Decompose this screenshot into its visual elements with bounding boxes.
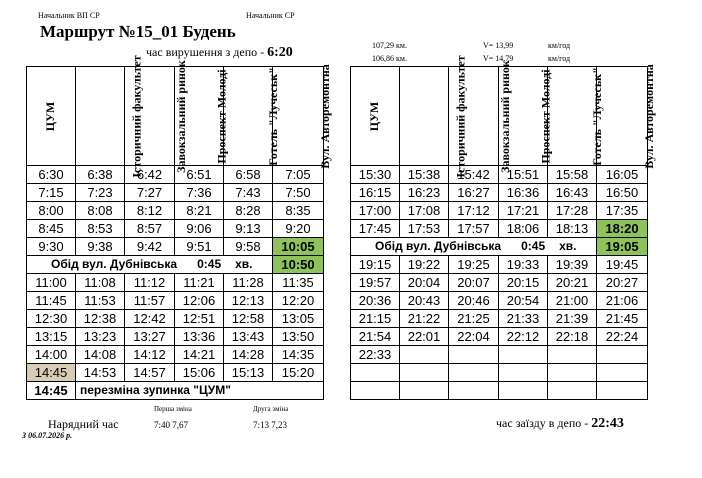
table-row: [27, 364, 324, 382]
timetable-left: [26, 55, 332, 400]
table-row: [27, 238, 324, 256]
time-cell: 6:30: [27, 166, 76, 184]
time-cell: [449, 382, 499, 400]
first-shift-value: 7:40 7,67: [154, 420, 189, 430]
time-cell: 20:21: [548, 274, 597, 292]
depart-info: [146, 45, 293, 61]
table-row: [351, 256, 648, 274]
time-cell: 14:57: [125, 364, 175, 382]
return-info: [496, 416, 624, 432]
time-cell: 15:13: [224, 364, 273, 382]
depart-time: 6:20: [267, 45, 293, 60]
lunch-break-duration: 0:45: [521, 239, 546, 253]
time-cell: 7:15: [27, 184, 76, 202]
time-cell: 9:51: [175, 238, 224, 256]
time-cell: [449, 346, 499, 364]
shift-change-row: [27, 382, 324, 400]
time-cell: 21:45: [597, 310, 648, 328]
time-cell: 15:06: [175, 364, 224, 382]
time-cell: [548, 346, 597, 364]
time-cell: 17:35: [597, 202, 648, 220]
time-cell: 8:08: [76, 202, 125, 220]
time-cell: [499, 346, 548, 364]
time-cell: 19:57: [351, 274, 400, 292]
time-cell: 20:15: [499, 274, 548, 292]
time-cell: 14:21: [175, 346, 224, 364]
time-cell: 20:27: [597, 274, 648, 292]
time-cell: 22:12: [499, 328, 548, 346]
time-cell: 22:01: [400, 328, 449, 346]
distance-2: 106,86 км.: [372, 54, 407, 63]
time-cell: 19:15: [351, 256, 400, 274]
time-cell: 13:50: [273, 328, 324, 346]
time-cell: 8:12: [125, 202, 175, 220]
time-cell: 16:23: [400, 184, 449, 202]
time-cell: 9:20: [273, 220, 324, 238]
time-cell: 17:00: [351, 202, 400, 220]
page-title: Маршрут №15_01 Будень: [40, 22, 236, 41]
time-cell: [548, 364, 597, 382]
table-row: [351, 382, 648, 400]
time-cell: 15:30: [351, 166, 400, 184]
time-cell: 8:28: [224, 202, 273, 220]
speed-unit-2: км/год: [548, 54, 571, 63]
time-cell: 16:05: [597, 166, 648, 184]
time-cell: 7:05: [273, 166, 324, 184]
lunch-break-duration: 0:45: [197, 257, 222, 271]
speed-unit-1: км/год: [548, 41, 571, 50]
lunch-break-end-time: 10:50: [273, 256, 324, 274]
time-cell: 15:51: [499, 166, 548, 184]
table-row: [27, 346, 324, 364]
time-cell: 20:46: [449, 292, 499, 310]
stop-header: Готель "Лучеськ": [548, 67, 597, 166]
time-cell: 7:50: [273, 184, 324, 202]
time-cell: [449, 364, 499, 382]
table-row: [27, 310, 324, 328]
shift-change-label: перезміна зупинка "ЦУМ": [76, 382, 324, 400]
time-cell: 17:12: [449, 202, 499, 220]
time-cell: 12:38: [76, 310, 125, 328]
time-cell: 7:43: [224, 184, 273, 202]
time-cell: 13:43: [224, 328, 273, 346]
table-row: [27, 292, 324, 310]
time-cell: 14:08: [76, 346, 125, 364]
time-cell: 15:58: [548, 166, 597, 184]
stop-header: Завокзальний ринок: [449, 67, 499, 166]
time-cell: 7:23: [76, 184, 125, 202]
time-cell: 13:05: [273, 310, 324, 328]
time-cell: [499, 382, 548, 400]
lunch-break-row: [27, 256, 324, 274]
second-shift-label: Друга зміна: [253, 405, 289, 413]
table-row: [351, 274, 648, 292]
time-cell: 19:39: [548, 256, 597, 274]
time-cell: 6:51: [175, 166, 224, 184]
time-cell: 9:58: [224, 238, 273, 256]
time-cell: 8:53: [76, 220, 125, 238]
stop-header: Вул. Авторемонтна: [597, 67, 648, 166]
lunch-break-label: Обід вул. Дубнівська: [375, 239, 502, 253]
time-cell: [400, 346, 449, 364]
table-row: [27, 202, 324, 220]
time-cell: 9:13: [224, 220, 273, 238]
stop-header: Завокзальний ринок: [125, 67, 175, 166]
time-cell: 12:06: [175, 292, 224, 310]
table-row: [351, 346, 648, 364]
time-cell: [400, 364, 449, 382]
time-cell: 6:58: [224, 166, 273, 184]
time-cell: 8:45: [27, 220, 76, 238]
time-cell: 17:45: [351, 220, 400, 238]
time-cell: 21:39: [548, 310, 597, 328]
time-cell: 20:04: [400, 274, 449, 292]
time-cell: 11:57: [125, 292, 175, 310]
time-cell: 16:43: [548, 184, 597, 202]
table-row: [351, 310, 648, 328]
time-cell: 14:00: [27, 346, 76, 364]
table-row: [27, 220, 324, 238]
time-cell: [351, 364, 400, 382]
stop-header: Проспект Молоді: [175, 67, 224, 166]
lunch-break-unit: хв.: [235, 257, 253, 271]
stop-header: Історичний факультет: [400, 67, 449, 166]
time-cell: 15:42: [449, 166, 499, 184]
time-cell: 12:58: [224, 310, 273, 328]
time-cell: 6:42: [125, 166, 175, 184]
distance-1: 107,29 км.: [372, 41, 407, 50]
stop-header: ЦУМ: [27, 67, 76, 166]
time-cell: 14:28: [224, 346, 273, 364]
lunch-break-info: [27, 256, 273, 274]
time-cell: 9:06: [175, 220, 224, 238]
lunch-break-end-time: 19:05: [597, 238, 648, 256]
time-cell: 10:05: [273, 238, 324, 256]
time-cell: 14:45: [27, 364, 76, 382]
time-cell: 7:27: [125, 184, 175, 202]
time-cell: [597, 346, 648, 364]
time-cell: 8:21: [175, 202, 224, 220]
time-cell: 16:15: [351, 184, 400, 202]
time-cell: 12:30: [27, 310, 76, 328]
time-cell: 11:45: [27, 292, 76, 310]
first-shift-label: Перша зміна: [154, 405, 192, 413]
table-row: [351, 202, 648, 220]
time-cell: 11:08: [76, 274, 125, 292]
time-cell: 14:12: [125, 346, 175, 364]
time-cell: 19:45: [597, 256, 648, 274]
time-cell: 13:36: [175, 328, 224, 346]
return-time: 22:43: [591, 416, 624, 431]
time-cell: 13:27: [125, 328, 175, 346]
table-row: [351, 328, 648, 346]
time-cell: 22:33: [351, 346, 400, 364]
speed-1: V= 13,99: [483, 41, 514, 50]
time-cell: 11:00: [27, 274, 76, 292]
time-cell: 15:38: [400, 166, 449, 184]
depart-label: час вирушення з депо -: [146, 45, 265, 59]
time-cell: 9:30: [27, 238, 76, 256]
stop-header: Історичний факультет: [76, 67, 125, 166]
time-cell: [351, 382, 400, 400]
time-cell: 18:20: [597, 220, 648, 238]
left-signatory-role: Начальник ВП СР: [38, 11, 100, 20]
table-row: [351, 220, 648, 238]
time-cell: 8:57: [125, 220, 175, 238]
lunch-break-info: [351, 238, 597, 256]
time-cell: [548, 382, 597, 400]
time-cell: 21:54: [351, 328, 400, 346]
stop-header: Вул. Авторемонтна: [273, 67, 324, 166]
time-cell: 12:51: [175, 310, 224, 328]
time-cell: 9:38: [76, 238, 125, 256]
time-cell: 13:23: [76, 328, 125, 346]
time-cell: 7:36: [175, 184, 224, 202]
time-cell: 19:25: [449, 256, 499, 274]
table-row: [27, 184, 324, 202]
time-cell: 16:36: [499, 184, 548, 202]
time-cell: 18:13: [548, 220, 597, 238]
time-cell: 20:36: [351, 292, 400, 310]
time-cell: 11:21: [175, 274, 224, 292]
return-label: час заїзду в депо -: [496, 416, 589, 430]
time-cell: 12:42: [125, 310, 175, 328]
time-cell: 6:38: [76, 166, 125, 184]
time-cell: 22:24: [597, 328, 648, 346]
time-cell: 14:35: [273, 346, 324, 364]
work-time-label: Нарядний час: [48, 417, 119, 431]
time-cell: 11:12: [125, 274, 175, 292]
time-cell: 17:08: [400, 202, 449, 220]
right-signatory-role: Начальник СР: [246, 11, 295, 20]
time-cell: 12:20: [273, 292, 324, 310]
valid-from: З 06.07.2026 р.: [22, 431, 73, 440]
time-cell: 19:33: [499, 256, 548, 274]
time-cell: 18:06: [499, 220, 548, 238]
table-row: [351, 364, 648, 382]
lunch-break-row: [351, 238, 648, 256]
time-cell: 17:57: [449, 220, 499, 238]
time-cell: 21:25: [449, 310, 499, 328]
time-cell: 22:04: [449, 328, 499, 346]
lunch-break-unit: хв.: [559, 239, 577, 253]
time-cell: [499, 364, 548, 382]
time-cell: 17:21: [499, 202, 548, 220]
stop-header: ЦУМ: [351, 67, 400, 166]
time-cell: 20:43: [400, 292, 449, 310]
lunch-break-label: Обід вул. Дубнівська: [51, 257, 178, 271]
time-cell: 14:53: [76, 364, 125, 382]
shift-change-time: 14:45: [27, 382, 76, 400]
time-cell: 17:53: [400, 220, 449, 238]
time-cell: 11:28: [224, 274, 273, 292]
time-cell: 19:22: [400, 256, 449, 274]
stop-header: Готель "Лучеськ": [224, 67, 273, 166]
time-cell: 21:22: [400, 310, 449, 328]
speed-2: V= 14,79: [483, 54, 514, 63]
table-row: [27, 328, 324, 346]
time-cell: 17:28: [548, 202, 597, 220]
time-cell: [597, 382, 648, 400]
time-cell: 11:35: [273, 274, 324, 292]
time-cell: 22:18: [548, 328, 597, 346]
table-row: [27, 274, 324, 292]
time-cell: [597, 364, 648, 382]
stop-header: Проспект Молоді: [499, 67, 548, 166]
time-cell: 20:07: [449, 274, 499, 292]
time-cell: 16:50: [597, 184, 648, 202]
table-row: [351, 184, 648, 202]
time-cell: 8:35: [273, 202, 324, 220]
time-cell: 16:27: [449, 184, 499, 202]
time-cell: 12:13: [224, 292, 273, 310]
time-cell: 21:15: [351, 310, 400, 328]
time-cell: 20:54: [499, 292, 548, 310]
time-cell: 21:06: [597, 292, 648, 310]
time-cell: 13:15: [27, 328, 76, 346]
second-shift-value: 7:13 7,23: [253, 420, 288, 430]
time-cell: 8:00: [27, 202, 76, 220]
time-cell: 21:33: [499, 310, 548, 328]
time-cell: [400, 382, 449, 400]
time-cell: 21:00: [548, 292, 597, 310]
time-cell: 15:20: [273, 364, 324, 382]
time-cell: 11:53: [76, 292, 125, 310]
time-cell: 9:42: [125, 238, 175, 256]
table-row: [351, 292, 648, 310]
